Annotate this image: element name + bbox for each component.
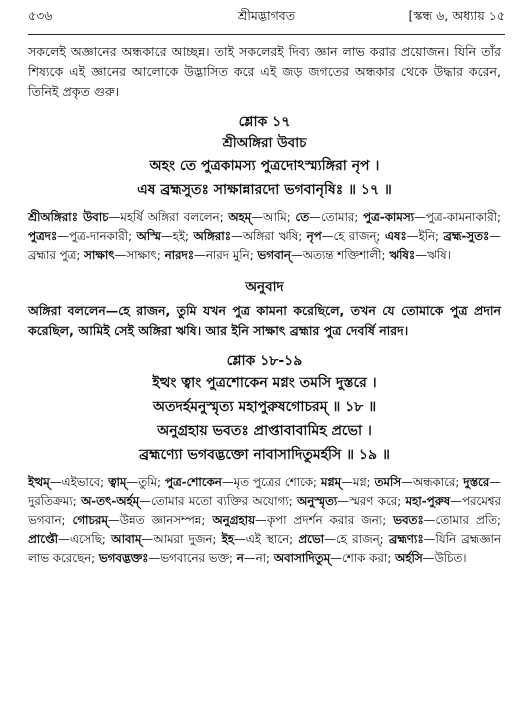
sloka-18-19-heading: শ্লোক ১৮-১৯ [226,353,303,369]
synonym-word: ত্বাম্ [108,475,127,489]
synonym-word: অ-তৎ-অর্হম্ [81,494,140,508]
synonym-word: শ্রীঅঙ্গিরাঃ উবাচ [28,210,109,224]
synonym-meaning: —এই স্থানে; [233,532,299,546]
synonym-meaning: —মগ্ন; [341,475,375,489]
sloka-17-verse-line: অহং তে পুত্রকামস্য পুত্রদোঽস্ম্যঙ্গিরা নৃপ । [149,158,380,174]
synonym-word: ভবতঃ [393,513,424,527]
synonym-meaning: —সাক্ষাৎ; [114,248,165,262]
synonym-meaning: —অন্ধকারে; [401,475,464,489]
page-body [28,42,501,568]
synonym-meaning: —হই; [160,229,194,243]
sloka-17-speaker: শ্রীঅঙ্গিরা উবাচ [222,135,307,151]
synonym-meaning: —এইভাবে; [49,475,109,489]
synonym-word: অহম্ [228,210,252,224]
synonym-word: ভগবান্ [257,248,291,262]
synonym-meaning: —পুত্র-দানকারী; [57,229,137,243]
synonym-meaning: —আমি; [251,210,296,224]
synonym-meaning: —তুমি; [126,475,165,489]
synonym-meaning: —স্মরণ করে; [337,494,406,508]
synonym-word: ইহ [221,532,234,546]
synonym-word: প্রাপ্তৌ [28,532,59,546]
synonym-word: প্রভো [298,532,325,546]
synonym-word: ব্রহ্মণ্যঃ [388,532,424,546]
sloka-17-heading: শ্লোক ১৭ [238,114,291,130]
synonym-meaning: —মৃত পুত্রের শোকে; [221,475,321,489]
synonym-word: ইত্থম্ [28,475,50,489]
header-divider [28,34,505,35]
synonym-meaning: —উচিত। [422,551,467,565]
page-header [28,8,505,30]
sloka-18-19-verse-line: অতদর্হমনুস্মৃত্য মহাপুরুষগোচরম্ ॥ ১৮ ॥ [152,399,377,415]
synonym-word: ঋষিঃ [389,248,416,262]
synonym-meaning: —মহর্ষি অঙ্গিরা বললেন; [108,210,229,224]
synonym-meaning: —অত্যন্ত শক্তিশালী; [290,248,390,262]
synonym-meaning: —নারদ মুনি; [194,248,258,262]
synonym-meaning: —এসেছি; [58,532,112,546]
synonym-meaning: —যিনি ব্রহ্মজ্ঞান লাভ করেছেন; [28,532,501,565]
synonym-meaning: —ভগবানের ভক্ত; [148,551,237,565]
synonym-word: নারদঃ [164,248,195,262]
synonym-word: মহা-পুরুষ [405,494,451,508]
synonym-meaning: —দুরতিক্রম্য; [28,475,501,508]
synonym-word: তে [295,210,310,224]
synonym-word: ব্রহ্ম-সুতঃ [443,229,490,243]
sloka-17-translation: অঙ্গিরা বললেন—হে রাজন, তুমি যখন পুত্র কামনা করেছিলে, তখন যে তোমাকে পুত্র প্রদান করেছিল, আমিই সেই অঙ্গিরা ঋষি। আর ইনি সাক্ষাৎ ব্রহ্মার পুত্র দেবর্ষি নারদ। [28,303,501,338]
sloka-18-19-synonyms [28,473,501,568]
synonym-word: অস্মি [136,229,161,243]
synonym-meaning: —কৃপা প্রদর্শন করার জন্য; [255,513,394,527]
synonym-meaning: —অঙ্গিরা ঋষি; [231,229,307,243]
sloka-18-19-verse-line: ইত্থং ত্বাং পুত্রশোকেন মগ্নং তমসি দুস্তরে । [152,375,377,391]
intro-paragraph: সকলেই অজ্ঞানের অন্ধকারে আচ্ছন্ন। তাই সকলেরই দিব্য জ্ঞান লাভ করার প্রয়োজন। যিনি তাঁর শিষ্যকে এই জ্ঞানের আলোকে উদ্ভাসিত করে এই জড় জগতের অন্ধকার থেকে উদ্ধার করেন, তিনিই প্রকৃত গুরু। [28,44,501,99]
synonym-word: পুত্র-কামস্য [363,210,415,224]
synonym-meaning: —শোক করা; [330,551,396,565]
page-number: ৫৩৬ [28,8,53,23]
synonym-word: ন [236,551,244,565]
synonym-word: নৃপ [306,229,322,243]
synonym-word: পুত্রদঃ [28,229,58,243]
sloka-17-synonyms [28,208,501,265]
chapter-reference: [স্কন্ধ ৬, অধ্যায় ১৫ [408,8,505,23]
synonym-meaning: —আমরা দুজন; [141,532,222,546]
sloka-17-verse-line: এষ ব্রহ্মসুতঃ সাক্ষান্নারদো ভগবানৃষিঃ ॥ ১৭ ॥ [137,182,392,198]
synonym-word: অনুস্মৃত্য [297,494,338,508]
synonym-word: অবাসাদিতুম্ [273,551,331,565]
synonym-meaning: —হে রাজন্; [324,532,389,546]
synonym-word: পুত্র-শোকেন [164,475,222,489]
synonym-meaning: —ইনি; [406,229,444,243]
synonym-word: অর্হসি [395,551,423,565]
synonym-meaning: —ব্রহ্মার পুত্র; [28,229,502,262]
sloka-18-19-verse-line: ব্রহ্মণ্যো ভগবদ্ভক্তো নাবাসাদিতুমর্হসি ॥ ১৯ ॥ [139,447,390,463]
synonym-word: মগ্নম্ [320,475,342,489]
synonym-meaning: —পরমেশ্বর ভগবান; [28,494,501,527]
synonym-word: অঙ্গিরাঃ [193,229,232,243]
synonym-meaning: —উন্নত জ্ঞানসম্পন্ন; [107,513,213,527]
synonym-meaning: —তোমার; [309,210,364,224]
synonym-word: এষঃ [384,229,407,243]
synonym-word: ভগবদ্ভক্তঃ [98,551,149,565]
synonym-word: তমসি [374,475,402,489]
synonym-meaning: —তোমার প্রতি; [423,513,501,527]
synonym-meaning: —তোমার মতো ব্যক্তির অযোগ্য; [139,494,298,508]
synonym-meaning: —হে রাজন্; [321,229,385,243]
synonym-word: গোচরম্ [72,513,108,527]
synonym-meaning: —পুত্র-কামনাকারী; [414,210,501,224]
synonym-word: সাক্ষাৎ [84,248,115,262]
synonym-word: অনুগ্রহায় [212,513,256,527]
translation-heading: অনুবাদ [245,279,284,295]
book-title: শ্রীমদ্ভাগবত [237,8,296,23]
sloka-18-19-verse-line: অনুগ্রহায় ভবতঃ প্রাপ্তাবাবামিহ প্রভো । [157,423,372,439]
synonym-word: আবাম্ [111,532,142,546]
synonym-meaning: —ঋষি। [415,248,451,262]
synonym-word: দুস্তরে [463,475,490,489]
synonym-meaning: —না; [243,551,274,565]
